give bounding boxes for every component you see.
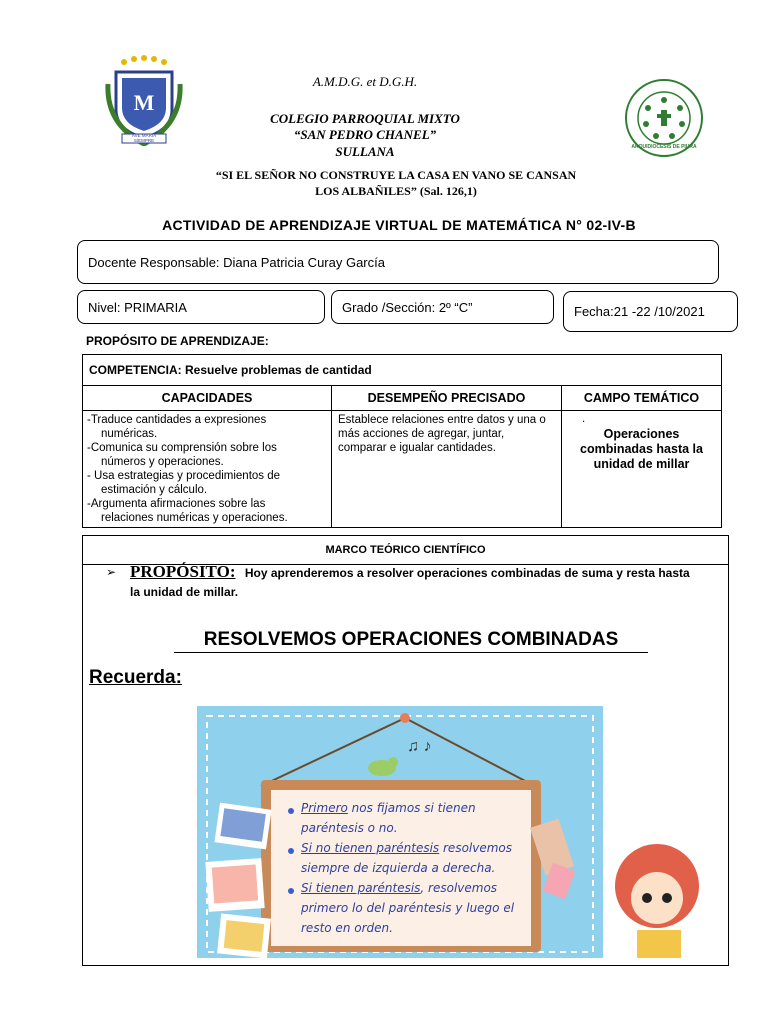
- rule-3-text: , resolvemos: [420, 881, 498, 895]
- seal-caption: ARQUIDIOCESIS DE PIURA: [631, 144, 697, 150]
- crest-ribbon-text: AVE MARIA SIEMPRE: [131, 133, 157, 143]
- motto: A.M.D.G. et D.G.H.: [312, 74, 418, 89]
- school-name-line2: “SAN PEDRO CHANEL”: [293, 127, 437, 142]
- header-desempeno: DESEMPEÑO PRECISADO: [332, 386, 562, 411]
- proposito-aprendizaje-heading: PROPÓSITO DE APRENDIZAJE:: [86, 334, 269, 348]
- proposito-text-line2: la unidad de millar.: [130, 585, 239, 599]
- capacidad-line: estimación y cálculo.: [101, 484, 208, 496]
- recuerda-heading: Recuerda:: [89, 667, 182, 688]
- school-crest: [104, 54, 184, 146]
- rule-3-line3: resto en orden.: [301, 921, 393, 935]
- rule-3: [301, 878, 529, 898]
- activity-title: ACTIVIDAD DE APRENDIZAJE VIRTUAL DE MATEMÁTICA N° 02-IV-B: [162, 217, 636, 233]
- school-name-line1: COLEGIO PARROQUIAL MIXTO: [270, 111, 460, 126]
- proposito-line: [130, 562, 722, 582]
- marco-heading: MARCO TEÓRICO CIENTÍFICO: [83, 536, 728, 565]
- rule-1-key: Primero: [301, 801, 348, 815]
- rule-3-line2: primero lo del paréntesis y luego el: [301, 901, 515, 915]
- campo-text: Operaciones combinadas hasta la unidad de millar: [580, 427, 703, 471]
- svg-text:M: M: [133, 90, 155, 115]
- header-capacidades: CAPACIDADES: [83, 386, 332, 411]
- rule-1-line2: paréntesis o no.: [301, 821, 398, 835]
- capacidad-line: relaciones numéricas y operaciones.: [101, 512, 288, 524]
- rule-1-text: nos fijamos si tienen: [347, 801, 476, 815]
- fecha-field: Fecha:21 -22 /10/2021: [563, 291, 738, 332]
- capacidad-line: números y operaciones.: [101, 456, 224, 468]
- main-title: RESOLVEMOS OPERACIONES COMBINADAS: [174, 629, 648, 653]
- rule-2: [301, 838, 529, 858]
- quote-line1: “SI EL SEÑOR NO CONSTRUYE LA CASA EN VANO SE CANSAN: [215, 168, 577, 182]
- docente-field: Docente Responsable: Diana Patricia Curay García: [77, 240, 719, 284]
- nivel-field: Nivel: PRIMARIA: [77, 290, 325, 324]
- rule-3-key: Si tienen paréntesis: [301, 881, 421, 895]
- rule-2-text: resolvemos: [439, 841, 513, 855]
- competencia-text: Resuelve problemas de cantidad: [181, 363, 372, 377]
- campo-cell: [562, 411, 722, 528]
- quote-line2: [196, 184, 596, 199]
- capacidades-cell: [83, 411, 332, 528]
- capacidad-line: -Argumenta afirmaciones sobre las: [87, 498, 266, 510]
- capacidad-line: numéricas.: [101, 428, 158, 440]
- competency-table: [82, 354, 722, 528]
- capacidad-line: - Usa estrategias y procedimientos de: [87, 470, 281, 482]
- campo-dot: .: [582, 413, 586, 425]
- rule-2-key: Si no tienen paréntesis: [301, 841, 440, 855]
- proposito-label: PROPÓSITO:: [130, 562, 236, 581]
- rules-illustration: [197, 702, 717, 958]
- proposito-text: Hoy aprenderemos a resolver operaciones combinadas de suma y resta hasta: [244, 566, 690, 580]
- grado-field: Grado /Sección: 2º “C”: [331, 290, 554, 324]
- proposito-bullet: ➢: [106, 565, 117, 579]
- capacidad-line: -Comunica su comprensión sobre los: [87, 442, 277, 454]
- quote-reference: (Sal. 126,1): [419, 184, 477, 198]
- city: SULLANA: [335, 144, 395, 159]
- header-campo: CAMPO TEMÁTICO: [562, 386, 722, 411]
- rule-1: [301, 798, 529, 818]
- quote-line2-text: LOS ALBAÑILES”: [315, 184, 417, 198]
- rule-2-line2: siempre de izquierda a derecha.: [301, 861, 496, 875]
- capacidad-line: -Traduce cantidades a expresiones: [87, 414, 267, 426]
- competencia-label: COMPETENCIA:: [89, 363, 182, 377]
- desempeno-cell: Establece relaciones entre datos y una o más acciones de agregar, juntar, comparar e igualar cantidades.: [332, 411, 562, 528]
- archdiocese-seal: [624, 78, 704, 158]
- competencia-row: [83, 355, 722, 386]
- music-notes: ♫ ♪: [407, 738, 432, 755]
- board-text: [301, 798, 529, 938]
